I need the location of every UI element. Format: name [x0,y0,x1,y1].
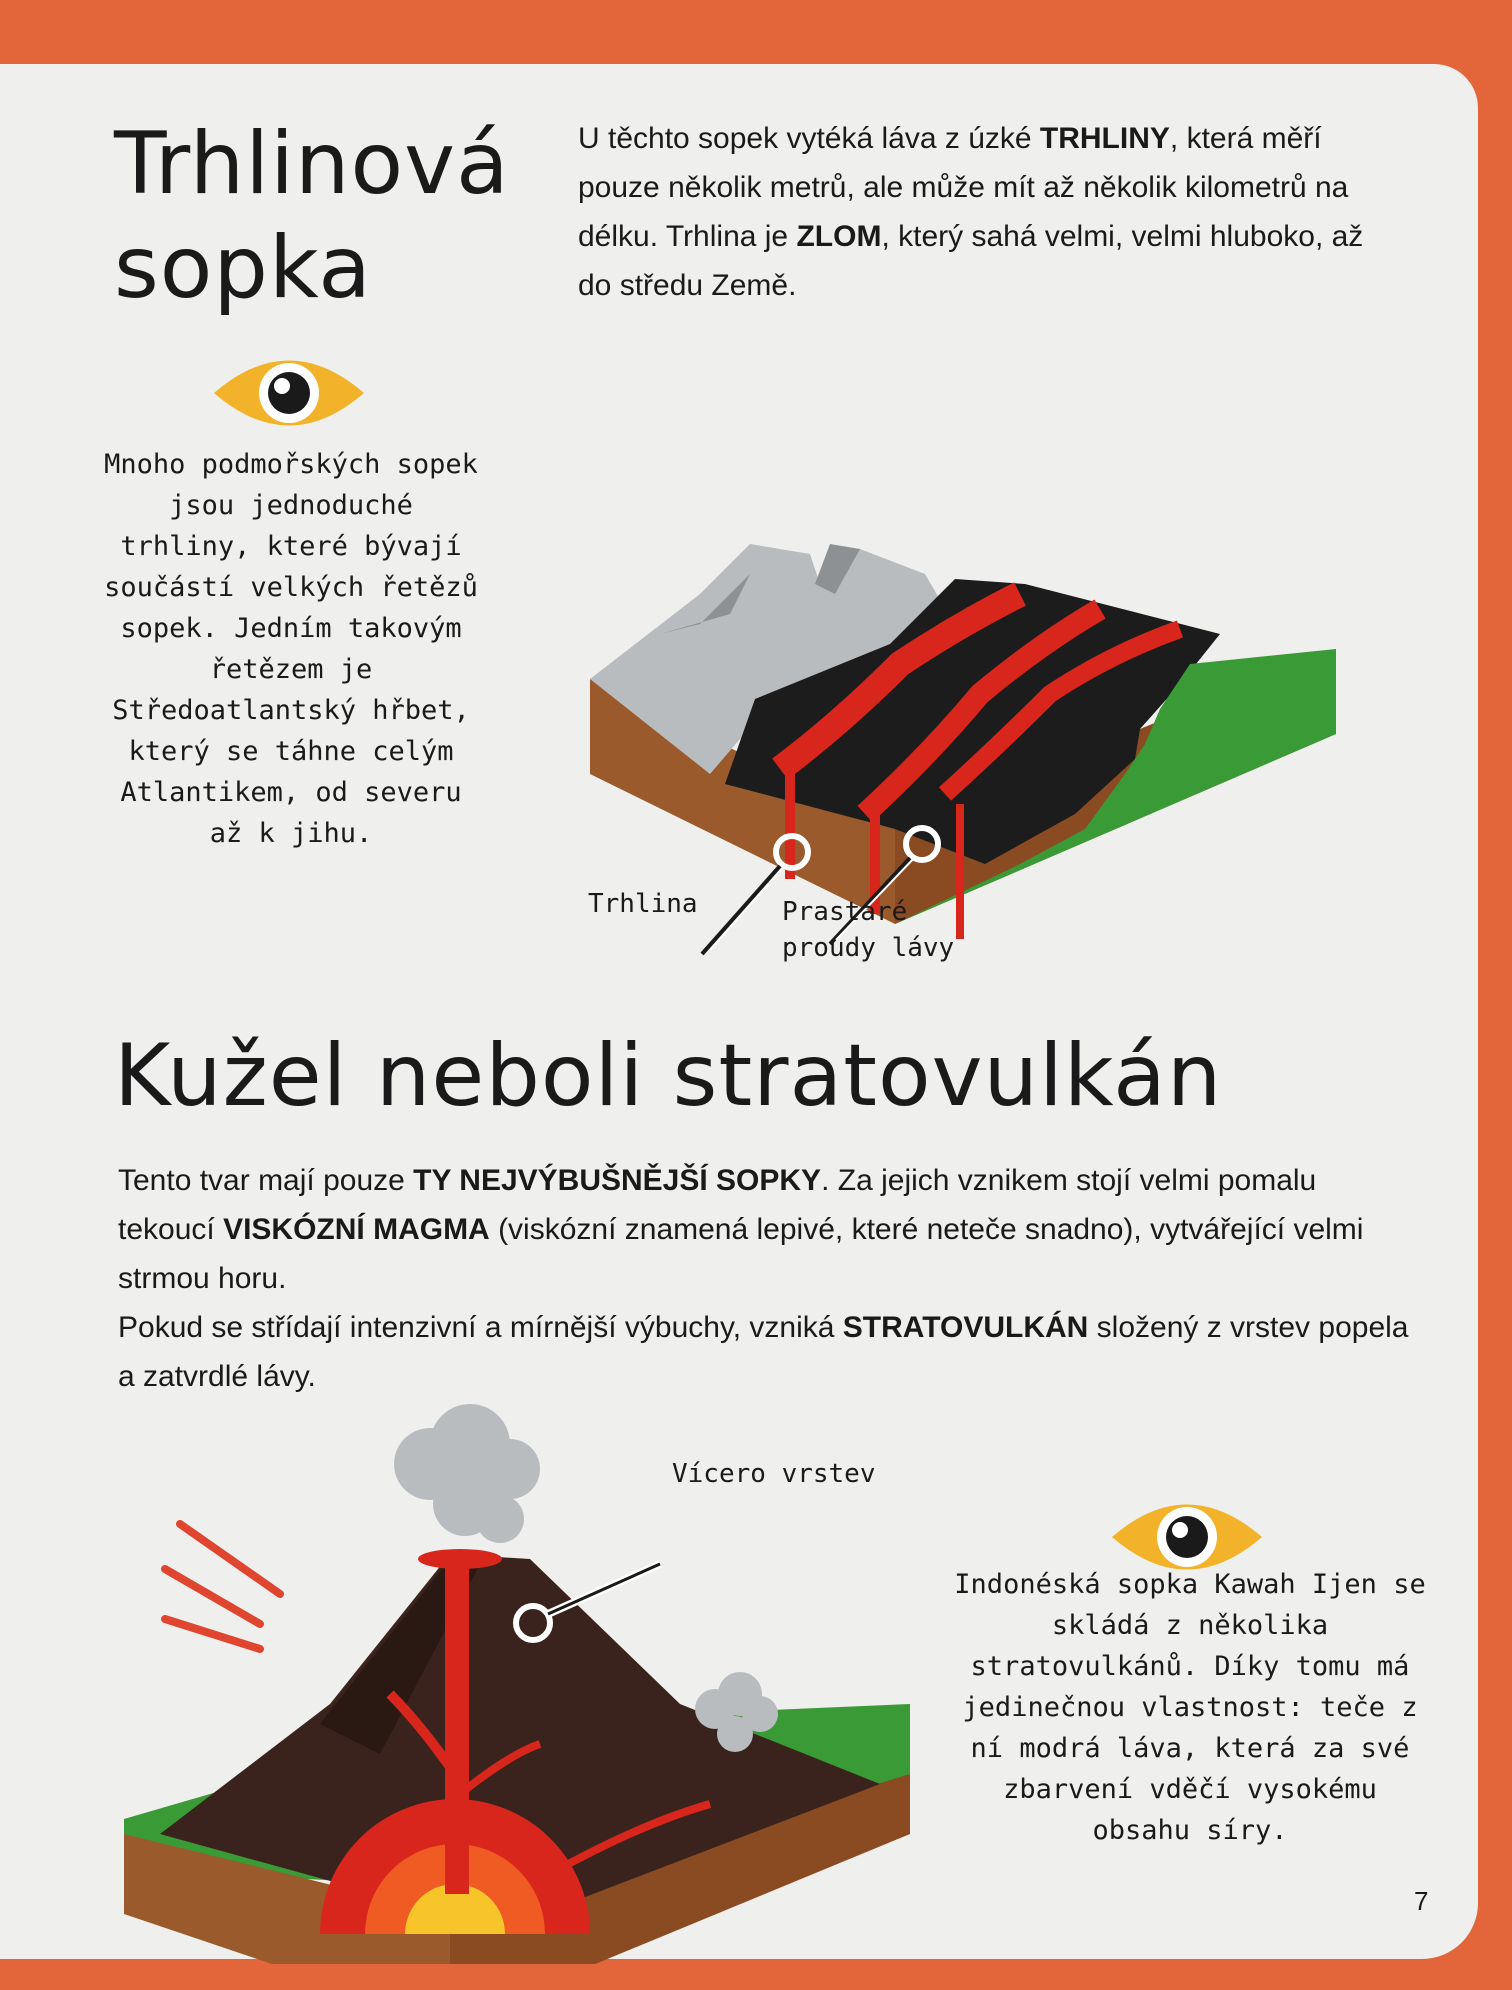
side-note-kawah-ijen: Indonéská sopka Kawah Ijen se skládá z několika stratovulkánů. Díky tomu má jedinečnou vlastnost: teče z ní modrá láva, která za své zbarvení vděčí vysokému obsahu síry. [954,1569,1426,1846]
title-line-1: Trhlinová [114,114,510,214]
label-fissure: Trhlina [588,889,698,919]
book-page [0,64,1478,1959]
side-note-undersea-volcanoes: Mnoho podmořských sopek jsou jednoduché trhliny, které bývají součástí velkých řetězů sopek. Jedním takovým řetězem je Středoatlantský hřbet, který se táhne celým Atlantikem, od severu až k jihu. [104,449,478,849]
ash-cloud [394,1404,540,1543]
label-multiple-layers: Vícero vrstev [672,1459,876,1489]
motion-line [165,1619,260,1649]
intro-bold-term: TY NEJVÝBUŠNĚJŠÍ SOPKY [413,1164,822,1197]
intro-bold-term: TRHLINY [1039,122,1170,155]
intro-text: (viskózní znamená lepivé, které neteče snadno), vytvářející velmi strmou horu. [118,1213,1364,1295]
intro-text: . Za jejich vznikem stojí velmi pomalu tekoucí [118,1164,1317,1246]
intro-text: Tento tvar mají pouze [118,1164,414,1197]
intro-text: Pokud se střídají intenzivní a mírnější výbuchy, vzniká [118,1311,843,1344]
intro-bold-term: STRATOVULKÁN [842,1311,1089,1344]
page-number: 7 [1414,1886,1429,1916]
label-ancient-lava-flows [782,894,982,966]
fissure-intro-paragraph [578,114,1378,310]
intro-bold-term: VISKÓZNÍ MAGMA [223,1213,490,1246]
intro-bold-term: ZLOM [796,220,882,253]
stratovolcano-intro-paragraph [118,1156,1418,1401]
section-title-stratovolcano: Kužel neboli stratovulkán [114,1026,1223,1126]
magma-conduit [445,1564,469,1894]
section-title-fissure-volcano [114,112,534,320]
motion-line [165,1569,260,1624]
leader-line [702,866,780,954]
eye-icon [212,350,366,436]
intro-text: , která měří pouze několik metrů, ale může mít až několik kilometrů na délku. Trhlina je [578,122,1349,253]
intro-text: U těchto sopek vytéká láva z úzké [578,122,1040,155]
intro-text: složený z vrstev popela a zatvrdlé lávy. [118,1311,1409,1393]
title-line-2: sopka [114,218,373,318]
intro-text: , který sahá velmi, velmi hluboko, až do středu Země. [578,220,1364,302]
label-line: proudy lávy [782,933,955,963]
label-line: Prastaré [782,897,908,927]
